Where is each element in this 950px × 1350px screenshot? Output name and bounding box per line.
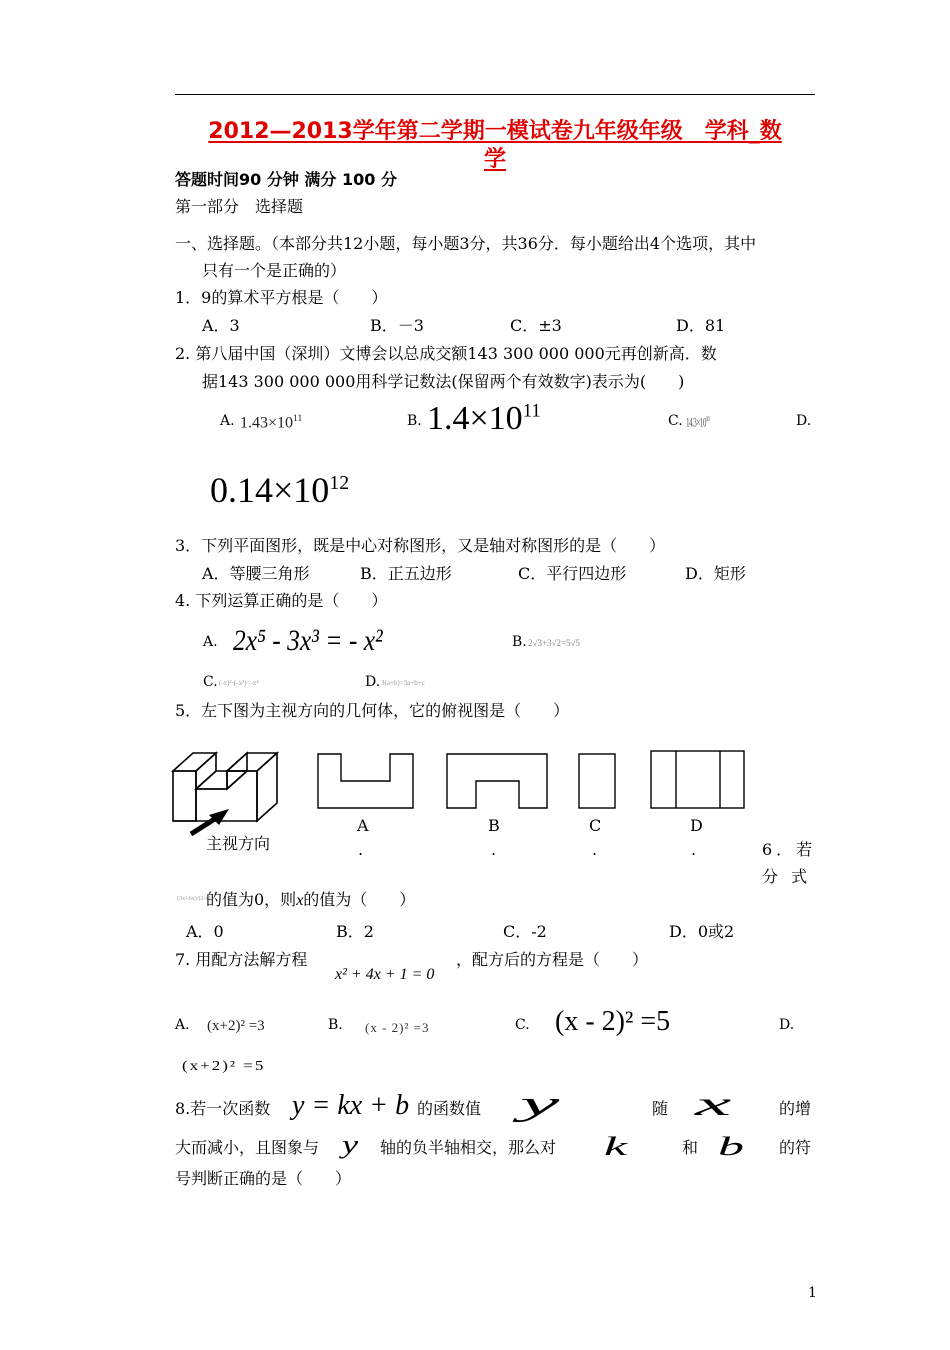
q3-option-b: B．正五边形 <box>360 564 452 583</box>
q6-lead: 6．若 <box>762 840 817 859</box>
q4-option-a: 2x⁵ - 3x³ = - x² <box>233 624 383 657</box>
q5-dot-d: . <box>691 840 697 859</box>
q8-text-2: 随 <box>652 1099 669 1118</box>
q5-figures <box>165 745 765 845</box>
q5-view-label: 主视方向 <box>206 834 271 853</box>
q8-function: y = kx + b <box>292 1090 410 1121</box>
q1-option-d: D．81 <box>676 316 726 335</box>
q8-text-3: 的增 <box>779 1099 812 1118</box>
q8-text-1: 的函数值 <box>417 1099 482 1118</box>
q7-equation: x² + 4x + 1 = 0 <box>335 966 435 983</box>
q7-option-d-label: D. <box>779 1017 795 1033</box>
header-rule <box>175 94 815 95</box>
q3-option-d: D．矩形 <box>685 564 746 583</box>
q6-var: x <box>296 892 304 909</box>
option-b-figure <box>447 754 547 808</box>
q3-stem: 3．下列平面图形，既是中心对称图形，又是轴对称图形的是（ ） <box>175 536 666 555</box>
q2-option-a: $1.43\times 10^{11}$ <box>240 413 303 432</box>
q5-label-d: D <box>690 816 703 835</box>
q6-fraction: (3x²-6x)/(2-x) <box>177 896 211 902</box>
q8-y-axis-symbol: y <box>342 1130 359 1159</box>
q7-option-c-label: C. <box>515 1017 530 1033</box>
q7-stem: 7. 用配方法解方程 <box>175 950 308 969</box>
q8-line2b: 轴的负半轴相交，那么对 <box>380 1138 557 1157</box>
q1-stem: 1．9的算术平方根是（ ） <box>175 288 388 307</box>
q7-option-d: (x+2)² =5 <box>182 1058 266 1074</box>
q4-option-b: 2√3+3√2=5√5 <box>528 638 580 648</box>
page-title: 2012—2013学年第二学期一模试卷九年级年级 学科_数 <box>208 119 782 144</box>
q8-y-symbol: y <box>520 1086 560 1123</box>
part-label: 第一部分 选择题 <box>175 197 304 216</box>
time-info: 答题时间90 分钟 满分 100 分 <box>175 170 397 189</box>
q6-stem <box>206 892 415 909</box>
q2-option-c: $14.3\times 10^{10}$ <box>686 414 710 430</box>
q4-option-b-label: B. <box>512 634 527 650</box>
option-d-figure <box>651 751 744 808</box>
q7-option-c: (x - 2)² =5 <box>555 1006 671 1037</box>
q4-option-c-label: C. <box>203 674 218 690</box>
q4-stem: 4. 下列运算正确的是（ ） <box>175 591 388 610</box>
q6-option-a: A．0 <box>186 922 224 941</box>
q3-option-c: C．平行四边形 <box>518 564 627 583</box>
q5-dot-c: . <box>592 840 598 859</box>
q5-label-c: C <box>589 816 602 835</box>
q2-option-c-label: C. <box>668 413 683 429</box>
q2-stem: 2. 第八届中国（深圳）文博会以总成交额143 300 000 000元再创新高．数 <box>175 344 717 363</box>
q5-dot-b: . <box>491 840 497 859</box>
q6-option-c: C．-2 <box>503 922 547 941</box>
q4-option-d: 3(a+b)=3a+b+c <box>381 679 425 687</box>
q3-option-a: A．等腰三角形 <box>202 564 310 583</box>
q1-option-a: A．3 <box>202 316 240 335</box>
q7-option-a: (x+2)² =3 <box>207 1018 265 1034</box>
q7-option-a-label: A. <box>175 1017 190 1033</box>
option-c-figure <box>579 754 615 808</box>
q7-option-b-label: B. <box>328 1017 343 1033</box>
section-intro: 一、选择题。（本部分共12小题，每小题3分，共36分．每小题给出4个选项，其中 <box>175 234 757 253</box>
q6-stem-end: 的值为（ ） <box>303 890 416 909</box>
q5-dot-a: . <box>358 840 364 859</box>
q7-option-b: (x - 2)² =3 <box>365 1020 430 1035</box>
option-a-figure <box>318 754 413 808</box>
q5-label-b: B <box>488 816 500 835</box>
q4-option-c: (-x)²·(-x²)=-x⁴ <box>219 679 259 687</box>
q8-line3: 号判断正确的是（ ） <box>175 1169 352 1188</box>
q8-b-symbol: b <box>718 1132 744 1161</box>
q8-text-4: 的符 <box>779 1138 812 1157</box>
q2-option-b-label: B. <box>407 413 422 429</box>
q8-and: 和 <box>682 1138 699 1157</box>
q4-option-a-label: A. <box>203 634 218 650</box>
q5-stem: 5．左下图为主视方向的几何体，它的俯视图是（ ） <box>175 701 570 720</box>
q8-line2a: 大而减小，且图象与 <box>175 1138 320 1157</box>
q6-lead-2: 分 式 <box>762 867 812 886</box>
q4-option-d-label: D. <box>365 674 381 690</box>
q2-option-d-label: D. <box>796 413 812 429</box>
q2-option-a-label: A. <box>220 413 235 429</box>
q8-lead: 8.若一次函数 <box>175 1099 271 1118</box>
q8-k-symbol: k <box>604 1132 628 1161</box>
q5-label-a: A <box>357 816 369 835</box>
q8-x-symbol: x <box>695 1086 732 1123</box>
q1-option-b: B．－3 <box>370 316 424 335</box>
q7-stem-end: ，配方后的方程是（ ） <box>456 950 649 969</box>
q6-stem-text: 的值为0，则 <box>206 890 297 909</box>
q2-option-b: $1.4\times 10^{11}$ <box>427 400 541 437</box>
page-number: 1 <box>808 1285 817 1301</box>
q1-option-c: C．±3 <box>510 316 562 335</box>
q2-stem-cont: 据143 300 000 000用科学记数法(保留两个有效数字)表示为( ) <box>202 372 685 391</box>
q2-option-d: $0.14\times 10^{12}$ <box>210 470 350 510</box>
page-title-line2: 学 <box>483 147 506 172</box>
section-intro-cont: 只有一个是正确的） <box>202 261 347 280</box>
q6-option-d: D．0或2 <box>669 922 735 941</box>
q6-option-b: B．2 <box>336 922 374 941</box>
